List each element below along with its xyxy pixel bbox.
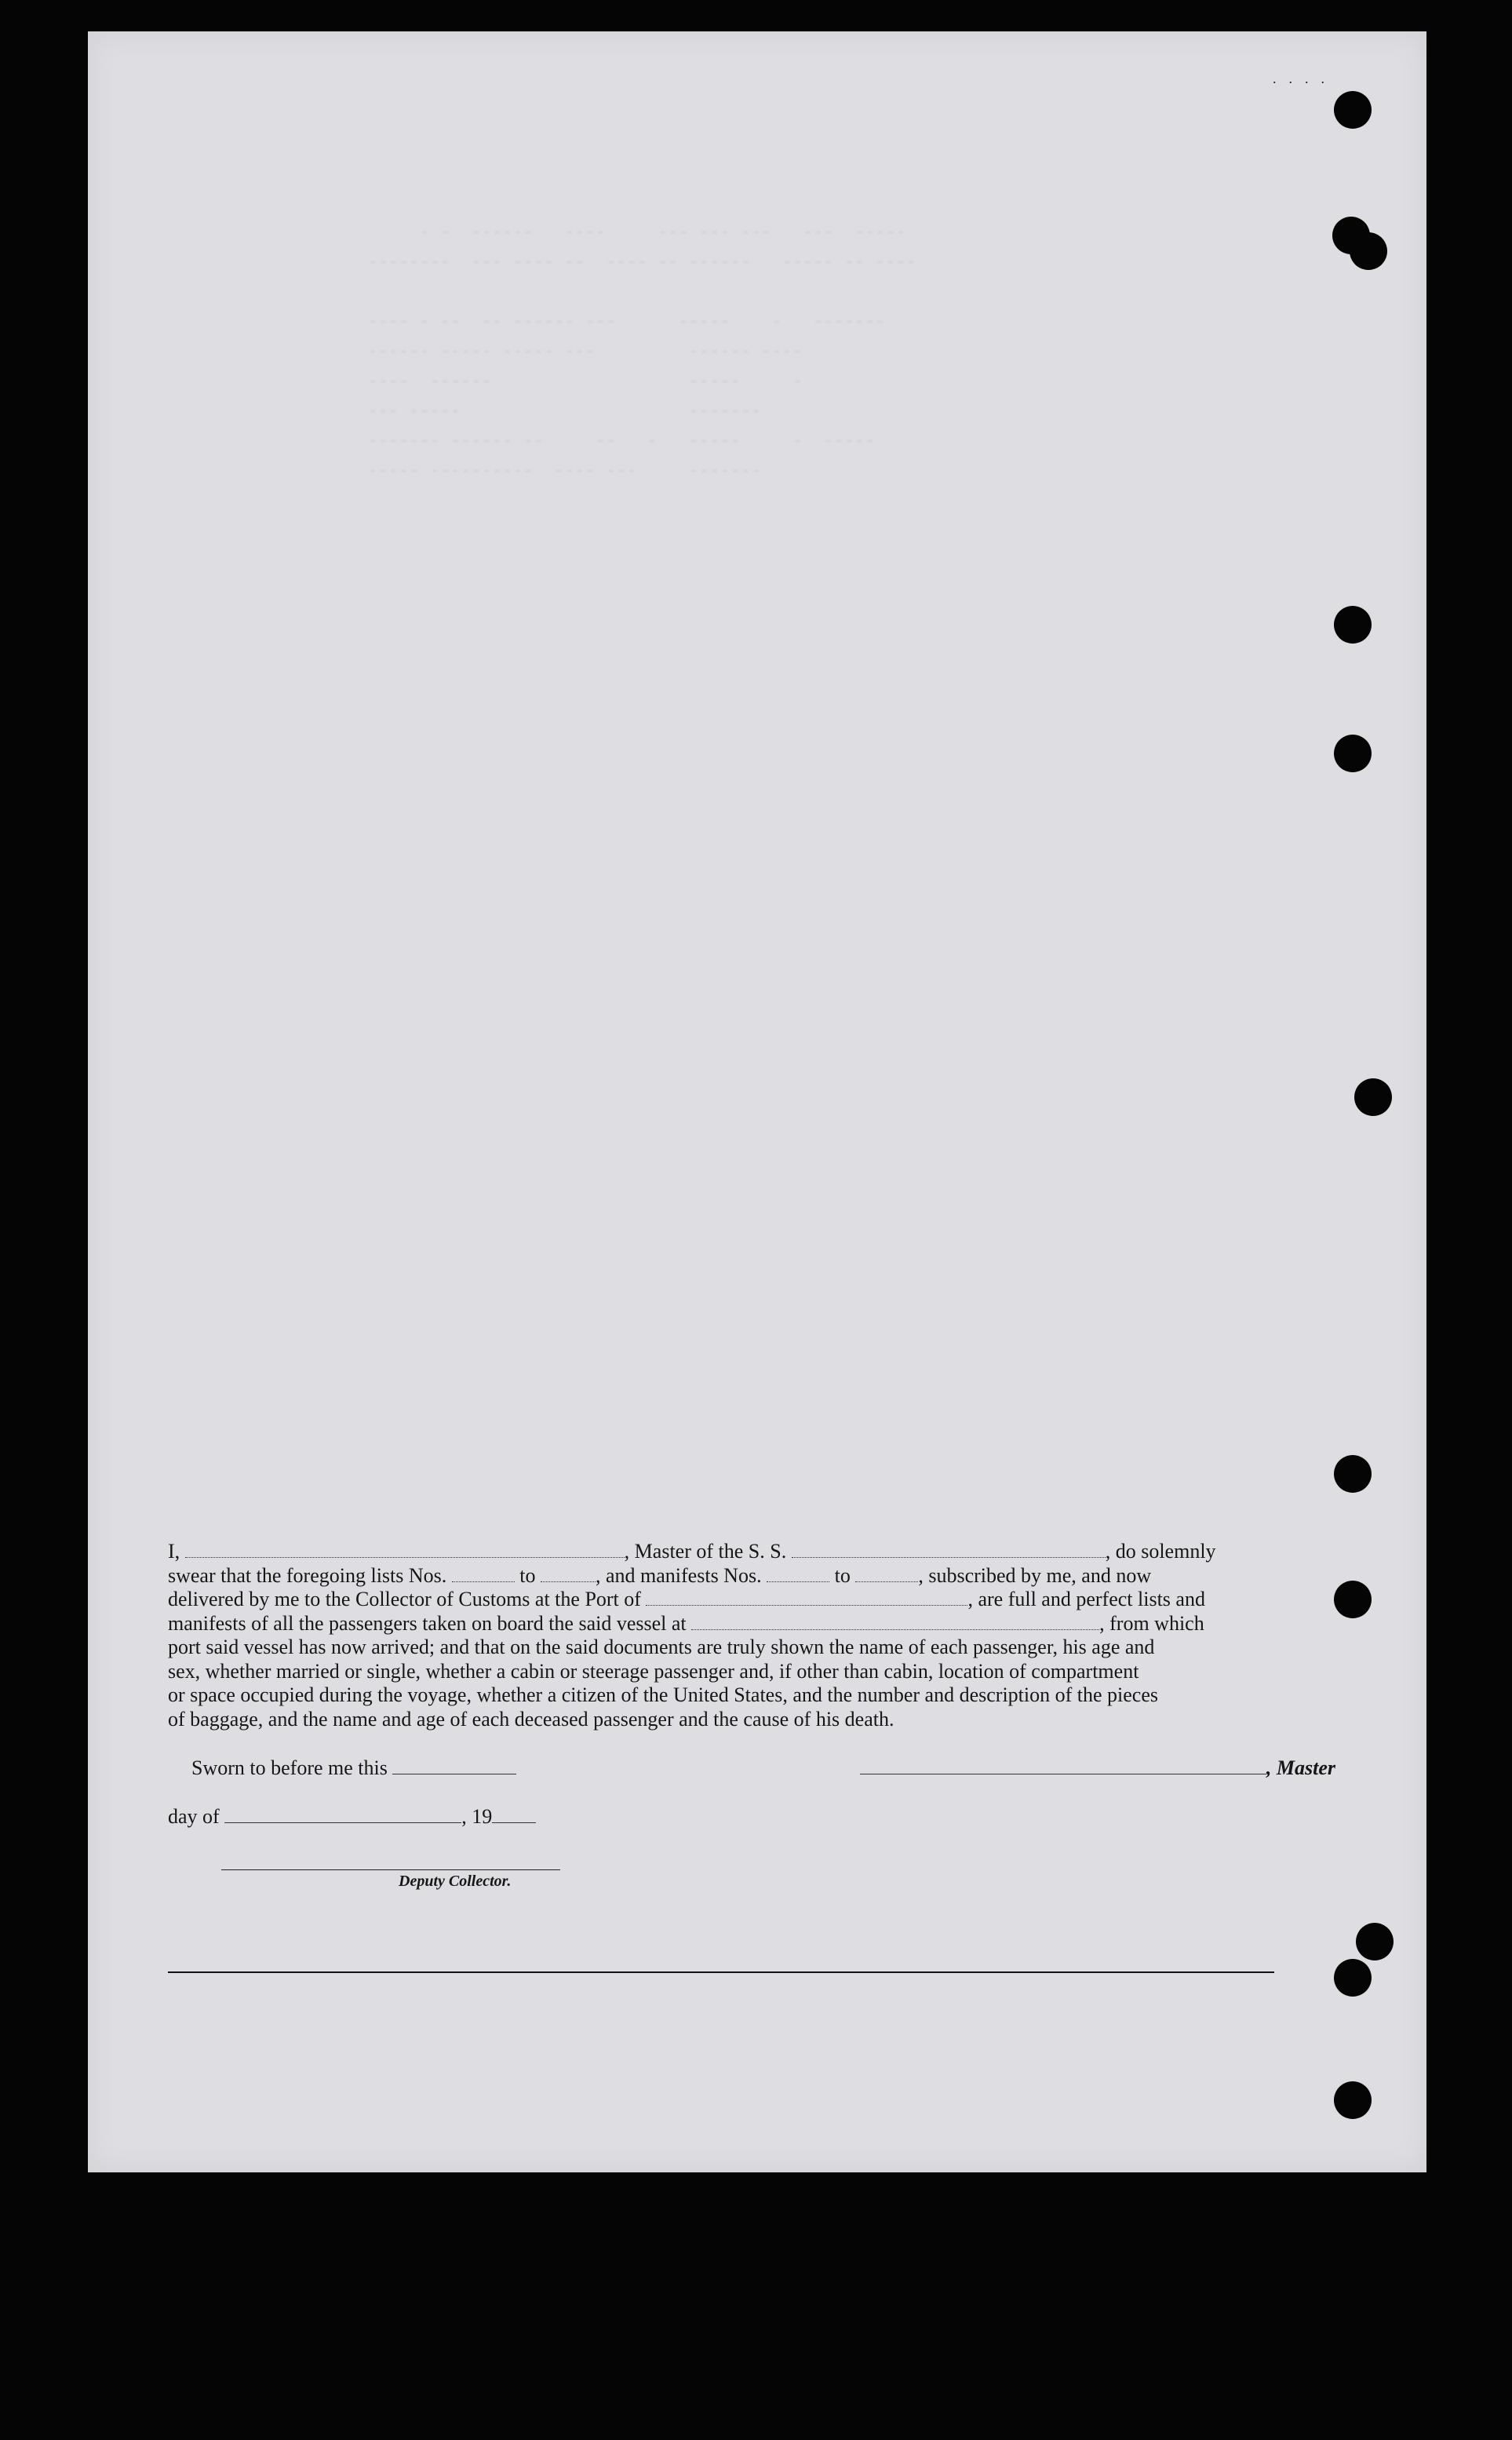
oath-text: of baggage, and the name and age of each deceased passenger and the cause of his death. (168, 1707, 894, 1731)
oath-text: , subscribed by me, and now (918, 1563, 1152, 1587)
punch-hole (1350, 232, 1387, 270)
horizontal-rule (168, 1971, 1274, 1973)
master-signature (860, 1756, 1335, 1780)
oath-text: or space occupied during the voyage, whether a citizen of the United States, and the number and description of the pieces (168, 1683, 1159, 1706)
sworn-date-blank (392, 1758, 516, 1774)
year-blank (492, 1807, 536, 1823)
year-text: , 19 (461, 1805, 493, 1828)
sworn-before-me (191, 1756, 516, 1780)
oath-text: to (829, 1563, 856, 1587)
sworn-row (168, 1756, 1335, 1788)
deputy-signature-line (221, 1869, 560, 1870)
fill-in-blank (646, 1591, 967, 1606)
master-oath-paragraph (168, 1540, 1335, 1731)
oath-text: manifests of all the passengers taken on board the said vessel at (168, 1611, 692, 1635)
punch-hole (1334, 1959, 1372, 1997)
oath-text: swear that the foregoing lists Nos. (168, 1563, 452, 1587)
deputy-collector-label: Deputy Collector. (399, 1873, 512, 1890)
punch-hole (1334, 91, 1372, 129)
oath-line (168, 1660, 1335, 1684)
oath-line (168, 1540, 1335, 1564)
fill-in-blank (767, 1567, 829, 1582)
oath-text: I, (168, 1540, 185, 1563)
fill-in-blank (452, 1567, 515, 1582)
fill-in-blank (691, 1615, 1099, 1630)
oath-line (168, 1636, 1335, 1660)
day-of-text: day of (168, 1805, 220, 1828)
sworn-text: Sworn to before me this (191, 1756, 388, 1779)
punch-hole (1334, 1581, 1372, 1618)
bleed-through-text: - - ------ ---- --- --- --- --- ----- -------- --- ---- -- ---- -- ------ ----- -- ---- ---- - -- -- ------ --- ----- - ------- ------ ----- ----- --- ------ ---- ---- ------ ----- - --- ----- ------- ------- ------ -- -- - ----- - ----- ----- ---------- ---- --- ------- (367, 223, 917, 481)
fill-in-blank (792, 1543, 1106, 1558)
master-signature-blank (860, 1758, 1266, 1774)
day-blank (224, 1807, 461, 1823)
oath-text: sex, whether married or single, whether a cabin or steerage passenger and, if other than cabin, location of compartment (168, 1659, 1139, 1683)
punch-hole (1334, 1455, 1372, 1493)
punch-hole (1334, 735, 1372, 772)
margin-dots: .... (1273, 71, 1337, 86)
oath-text: , are full and perfect lists and (967, 1588, 1205, 1610)
oath-text: to (514, 1563, 541, 1587)
oath-line (168, 1588, 1335, 1612)
oath-text: delivered by me to the Collector of Customs at the Port of (168, 1588, 647, 1610)
fill-in-blank (541, 1567, 596, 1582)
fill-in-blank (855, 1567, 918, 1582)
day-of-row (168, 1805, 536, 1829)
punch-hole (1334, 606, 1372, 644)
oath-line (168, 1564, 1335, 1588)
master-label: , Master (1266, 1756, 1335, 1779)
oath-line (168, 1612, 1335, 1636)
punch-hole (1354, 1078, 1392, 1116)
oath-line (168, 1708, 1335, 1732)
oath-text: , from which (1099, 1611, 1204, 1635)
document-sheet (88, 31, 1426, 2172)
punch-hole (1334, 2081, 1372, 2119)
oath-text: , and manifests Nos. (596, 1563, 767, 1587)
oath-text: , Master of the S. S. (624, 1540, 792, 1563)
oath-text: port said vessel has now arrived; and that on the said documents are truly shown the name of each passenger, his age and (168, 1636, 1155, 1658)
oath-line (168, 1683, 1335, 1708)
oath-text: , do solemnly (1105, 1540, 1216, 1563)
fill-in-blank (185, 1543, 625, 1558)
punch-hole (1356, 1923, 1394, 1960)
